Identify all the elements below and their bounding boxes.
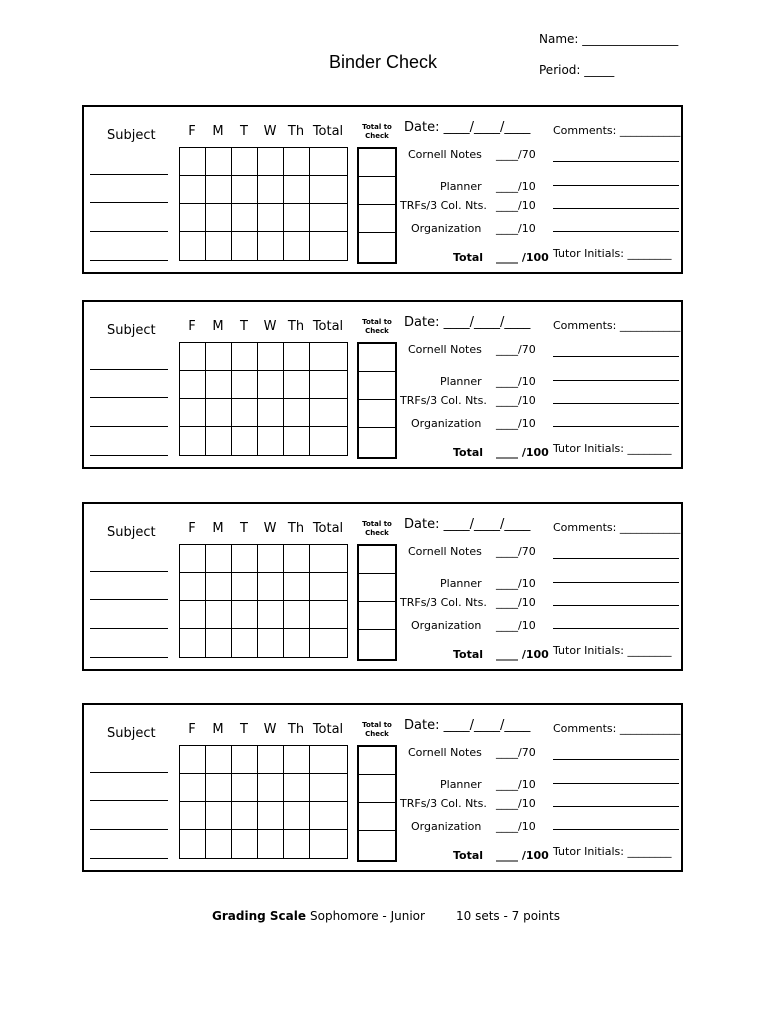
tally-cell[interactable]: [310, 601, 348, 629]
day-header: W: [263, 124, 277, 139]
tally-cell[interactable]: [310, 427, 348, 456]
subject-line[interactable]: [90, 599, 168, 600]
tally-cell[interactable]: [206, 371, 232, 399]
day-header: Total: [312, 521, 344, 536]
tally-cell[interactable]: [258, 601, 284, 629]
tally-cell[interactable]: [206, 427, 232, 456]
tally-cell[interactable]: [258, 545, 284, 573]
comment-line[interactable]: [553, 356, 679, 357]
day-header: M: [212, 722, 224, 737]
trfs-score[interactable]: ____/10: [496, 797, 536, 810]
tutor-initials-field[interactable]: Tutor Initials: ________: [553, 845, 672, 858]
subject-line[interactable]: [90, 800, 168, 801]
cornell-notes-score[interactable]: ____/70: [496, 343, 536, 356]
check-cell[interactable]: [359, 602, 395, 630]
planner-score[interactable]: ____/10: [496, 778, 536, 791]
tally-cell[interactable]: [180, 573, 206, 601]
cornell-notes-label: Cornell Notes: [408, 545, 482, 558]
sets-points: 10 sets - 7 points: [456, 909, 560, 923]
day-header: Total: [312, 319, 344, 334]
check-cell[interactable]: [359, 428, 395, 457]
subject-line[interactable]: [90, 455, 168, 456]
organization-label: Organization: [411, 417, 482, 430]
comments-field[interactable]: Comments: ___________: [553, 521, 681, 534]
tally-cell[interactable]: [206, 343, 232, 371]
tally-cell[interactable]: [206, 802, 232, 830]
cornell-notes-score[interactable]: ____/70: [496, 148, 536, 161]
tally-cell[interactable]: [258, 204, 284, 232]
tally-cell[interactable]: [258, 343, 284, 371]
check-cell[interactable]: [359, 344, 395, 372]
organization-score[interactable]: ____/10: [496, 820, 536, 833]
comment-line[interactable]: [553, 605, 679, 606]
tally-cell[interactable]: [232, 343, 258, 371]
tally-cell[interactable]: [180, 545, 206, 573]
tally-cell[interactable]: [284, 148, 310, 176]
organization-label: Organization: [411, 619, 482, 632]
tally-cell[interactable]: [310, 802, 348, 830]
tally-cell[interactable]: [206, 204, 232, 232]
comment-line[interactable]: [553, 161, 679, 162]
tally-cell[interactable]: [232, 427, 258, 456]
day-header: Th: [287, 319, 305, 334]
day-header: T: [240, 521, 248, 536]
check-column: [357, 745, 397, 862]
tally-cell[interactable]: [232, 774, 258, 802]
planner-score[interactable]: ____/10: [496, 180, 536, 193]
comment-line[interactable]: [553, 759, 679, 760]
comments-field[interactable]: Comments: ___________: [553, 722, 681, 735]
subject-line[interactable]: [90, 858, 168, 859]
grade-level: Sophomore - Junior: [310, 909, 425, 923]
subject-line[interactable]: [90, 571, 168, 572]
organization-label: Organization: [411, 820, 482, 833]
tally-cell[interactable]: [310, 371, 348, 399]
check-cell[interactable]: [359, 574, 395, 602]
tally-cell[interactable]: [232, 148, 258, 176]
date-field[interactable]: Date: ____/____/____: [404, 517, 531, 532]
subject-label: Subject: [107, 525, 156, 540]
day-header: F: [188, 521, 196, 536]
tally-cell[interactable]: [258, 774, 284, 802]
total-score[interactable]: ____ /100: [496, 849, 549, 862]
check-cell[interactable]: [359, 747, 395, 775]
check-cell[interactable]: [359, 400, 395, 428]
tutor-initials-field[interactable]: Tutor Initials: ________: [553, 247, 672, 260]
total-label: Total: [453, 446, 484, 459]
comment-line[interactable]: [553, 208, 679, 209]
check-cell[interactable]: [359, 177, 395, 205]
check-cell[interactable]: [359, 205, 395, 233]
planner-score[interactable]: ____/10: [496, 577, 536, 590]
subject-line[interactable]: [90, 628, 168, 629]
tally-cell[interactable]: [284, 830, 310, 859]
trfs-label: TRFs/3 Col. Nts.: [400, 199, 487, 212]
total-label: Total: [453, 849, 484, 862]
tally-cell[interactable]: [206, 176, 232, 204]
tally-cell[interactable]: [310, 399, 348, 427]
tally-grid: [179, 342, 348, 456]
day-header: F: [188, 124, 196, 139]
day-header: M: [212, 319, 224, 334]
tally-cell[interactable]: [310, 204, 348, 232]
subject-line[interactable]: [90, 174, 168, 175]
tally-cell[interactable]: [284, 802, 310, 830]
tally-cell[interactable]: [180, 232, 206, 261]
tally-cell[interactable]: [180, 176, 206, 204]
subject-line[interactable]: [90, 657, 168, 658]
binder-check-card: [82, 300, 683, 469]
tally-cell[interactable]: [232, 176, 258, 204]
total-score[interactable]: ____ /100: [496, 446, 549, 459]
planner-label: Planner: [440, 180, 482, 193]
tally-cell[interactable]: [232, 746, 258, 774]
tally-grid: [179, 544, 348, 658]
total-label: Total: [453, 251, 484, 264]
comment-line[interactable]: [553, 231, 679, 232]
day-header: Th: [287, 124, 305, 139]
trfs-score[interactable]: ____/10: [496, 394, 536, 407]
tally-cell[interactable]: [206, 746, 232, 774]
tally-cell[interactable]: [258, 232, 284, 261]
check-column: [357, 544, 397, 661]
tally-cell[interactable]: [206, 830, 232, 859]
tally-cell[interactable]: [284, 774, 310, 802]
tally-cell[interactable]: [284, 545, 310, 573]
total-to-check-label: Total to Check: [362, 520, 392, 537]
tally-cell[interactable]: [258, 629, 284, 658]
tally-cell[interactable]: [180, 148, 206, 176]
tally-cell[interactable]: [310, 545, 348, 573]
trfs-score[interactable]: ____/10: [496, 199, 536, 212]
trfs-label: TRFs/3 Col. Nts.: [400, 394, 487, 407]
page-title: Binder Check: [329, 52, 438, 72]
period-field[interactable]: Period: _____: [539, 63, 615, 77]
tally-cell[interactable]: [206, 573, 232, 601]
tally-cell[interactable]: [284, 399, 310, 427]
day-header: M: [212, 521, 224, 536]
tally-cell[interactable]: [180, 802, 206, 830]
tally-cell[interactable]: [310, 343, 348, 371]
tally-cell[interactable]: [232, 545, 258, 573]
planner-label: Planner: [440, 778, 482, 791]
tally-cell[interactable]: [284, 629, 310, 658]
tally-cell[interactable]: [310, 232, 348, 261]
day-header: T: [240, 722, 248, 737]
day-header: T: [240, 124, 248, 139]
tally-cell[interactable]: [284, 601, 310, 629]
check-cell[interactable]: [359, 233, 395, 262]
comments-field[interactable]: Comments: ___________: [553, 319, 681, 332]
tally-cell[interactable]: [180, 343, 206, 371]
trfs-score[interactable]: ____/10: [496, 596, 536, 609]
organization-score[interactable]: ____/10: [496, 417, 536, 430]
subject-line[interactable]: [90, 772, 168, 773]
tally-cell[interactable]: [206, 232, 232, 261]
tally-cell[interactable]: [232, 204, 258, 232]
check-cell[interactable]: [359, 149, 395, 177]
subject-line[interactable]: [90, 426, 168, 427]
tally-cell[interactable]: [310, 774, 348, 802]
tally-cell[interactable]: [232, 573, 258, 601]
day-header: Th: [287, 521, 305, 536]
tally-cell[interactable]: [180, 746, 206, 774]
tally-cell[interactable]: [180, 601, 206, 629]
day-header: M: [212, 124, 224, 139]
tally-cell[interactable]: [232, 830, 258, 859]
comments-field[interactable]: Comments: ___________: [553, 124, 681, 137]
tally-cell[interactable]: [232, 629, 258, 658]
tally-cell[interactable]: [232, 371, 258, 399]
check-cell[interactable]: [359, 803, 395, 831]
tally-cell[interactable]: [206, 774, 232, 802]
total-label: Total: [453, 648, 484, 661]
total-to-check-label: Total to Check: [362, 721, 392, 738]
planner-label: Planner: [440, 577, 482, 590]
tally-cell[interactable]: [180, 774, 206, 802]
tally-cell[interactable]: [206, 601, 232, 629]
tally-cell[interactable]: [258, 399, 284, 427]
day-header: W: [263, 722, 277, 737]
name-field[interactable]: Name: ________________: [539, 32, 679, 46]
tally-cell[interactable]: [310, 176, 348, 204]
comment-line[interactable]: [553, 403, 679, 404]
comment-line[interactable]: [553, 558, 679, 559]
comment-line[interactable]: [553, 380, 679, 381]
tally-cell[interactable]: [180, 371, 206, 399]
tally-cell[interactable]: [310, 573, 348, 601]
tally-cell[interactable]: [258, 427, 284, 456]
planner-label: Planner: [440, 375, 482, 388]
tally-cell[interactable]: [284, 746, 310, 774]
check-column: [357, 342, 397, 459]
cornell-notes-label: Cornell Notes: [408, 746, 482, 759]
subject-line[interactable]: [90, 231, 168, 232]
comment-line[interactable]: [553, 783, 679, 784]
tally-cell[interactable]: [180, 629, 206, 658]
day-header: Total: [312, 124, 344, 139]
tally-cell[interactable]: [258, 176, 284, 204]
tally-cell[interactable]: [284, 371, 310, 399]
subject-line[interactable]: [90, 260, 168, 261]
tally-cell[interactable]: [310, 148, 348, 176]
grading-scale-label: Grading Scale: [212, 909, 306, 923]
comment-line[interactable]: [553, 185, 679, 186]
tally-cell[interactable]: [206, 545, 232, 573]
tally-cell[interactable]: [180, 399, 206, 427]
tally-cell[interactable]: [232, 399, 258, 427]
comment-line[interactable]: [553, 628, 679, 629]
cornell-notes-score[interactable]: ____/70: [496, 545, 536, 558]
subject-label: Subject: [107, 128, 156, 143]
tally-cell[interactable]: [232, 601, 258, 629]
check-cell[interactable]: [359, 546, 395, 574]
cornell-notes-label: Cornell Notes: [408, 148, 482, 161]
date-field[interactable]: Date: ____/____/____: [404, 120, 531, 135]
tally-cell[interactable]: [206, 399, 232, 427]
tally-cell[interactable]: [206, 629, 232, 658]
day-header: Th: [287, 722, 305, 737]
day-header: W: [263, 521, 277, 536]
total-score[interactable]: ____ /100: [496, 251, 549, 264]
tally-cell[interactable]: [232, 232, 258, 261]
check-column: [357, 147, 397, 264]
tally-cell[interactable]: [284, 232, 310, 261]
day-header: F: [188, 319, 196, 334]
date-field[interactable]: Date: ____/____/____: [404, 718, 531, 733]
organization-label: Organization: [411, 222, 482, 235]
day-header: Total: [312, 722, 344, 737]
tally-cell[interactable]: [258, 371, 284, 399]
comment-line[interactable]: [553, 829, 679, 830]
tutor-initials-field[interactable]: Tutor Initials: ________: [553, 442, 672, 455]
tally-cell[interactable]: [284, 204, 310, 232]
tally-cell[interactable]: [284, 573, 310, 601]
tally-cell[interactable]: [258, 573, 284, 601]
trfs-label: TRFs/3 Col. Nts.: [400, 797, 487, 810]
subject-label: Subject: [107, 323, 156, 338]
tally-cell[interactable]: [258, 746, 284, 774]
binder-check-card: [82, 703, 683, 872]
total-to-check-label: Total to Check: [362, 318, 392, 335]
tally-cell[interactable]: [284, 427, 310, 456]
comment-line[interactable]: [553, 806, 679, 807]
subject-line[interactable]: [90, 202, 168, 203]
tally-cell[interactable]: [310, 746, 348, 774]
tally-grid: [179, 147, 348, 261]
cornell-notes-label: Cornell Notes: [408, 343, 482, 356]
tally-cell[interactable]: [310, 830, 348, 859]
comment-line[interactable]: [553, 426, 679, 427]
tally-cell[interactable]: [258, 830, 284, 859]
check-cell[interactable]: [359, 775, 395, 803]
tally-cell[interactable]: [310, 629, 348, 658]
total-to-check-label: Total to Check: [362, 123, 392, 140]
subject-line[interactable]: [90, 829, 168, 830]
comment-line[interactable]: [553, 582, 679, 583]
check-cell[interactable]: [359, 831, 395, 860]
subject-label: Subject: [107, 726, 156, 741]
cornell-notes-score[interactable]: ____/70: [496, 746, 536, 759]
check-cell[interactable]: [359, 630, 395, 659]
tally-cell[interactable]: [180, 204, 206, 232]
tutor-initials-field[interactable]: Tutor Initials: ________: [553, 644, 672, 657]
subject-line[interactable]: [90, 397, 168, 398]
tally-cell[interactable]: [258, 802, 284, 830]
date-field[interactable]: Date: ____/____/____: [404, 315, 531, 330]
tally-cell[interactable]: [206, 148, 232, 176]
tally-cell[interactable]: [284, 343, 310, 371]
subject-line[interactable]: [90, 369, 168, 370]
total-score[interactable]: ____ /100: [496, 648, 549, 661]
tally-cell[interactable]: [258, 148, 284, 176]
organization-score[interactable]: ____/10: [496, 619, 536, 632]
trfs-label: TRFs/3 Col. Nts.: [400, 596, 487, 609]
organization-score[interactable]: ____/10: [496, 222, 536, 235]
tally-grid: [179, 745, 348, 859]
check-cell[interactable]: [359, 372, 395, 400]
planner-score[interactable]: ____/10: [496, 375, 536, 388]
tally-cell[interactable]: [180, 427, 206, 456]
binder-check-card: [82, 502, 683, 671]
day-header: W: [263, 319, 277, 334]
day-header: F: [188, 722, 196, 737]
tally-cell[interactable]: [232, 802, 258, 830]
binder-check-card: [82, 105, 683, 274]
tally-cell[interactable]: [180, 830, 206, 859]
day-header: T: [240, 319, 248, 334]
tally-cell[interactable]: [284, 176, 310, 204]
